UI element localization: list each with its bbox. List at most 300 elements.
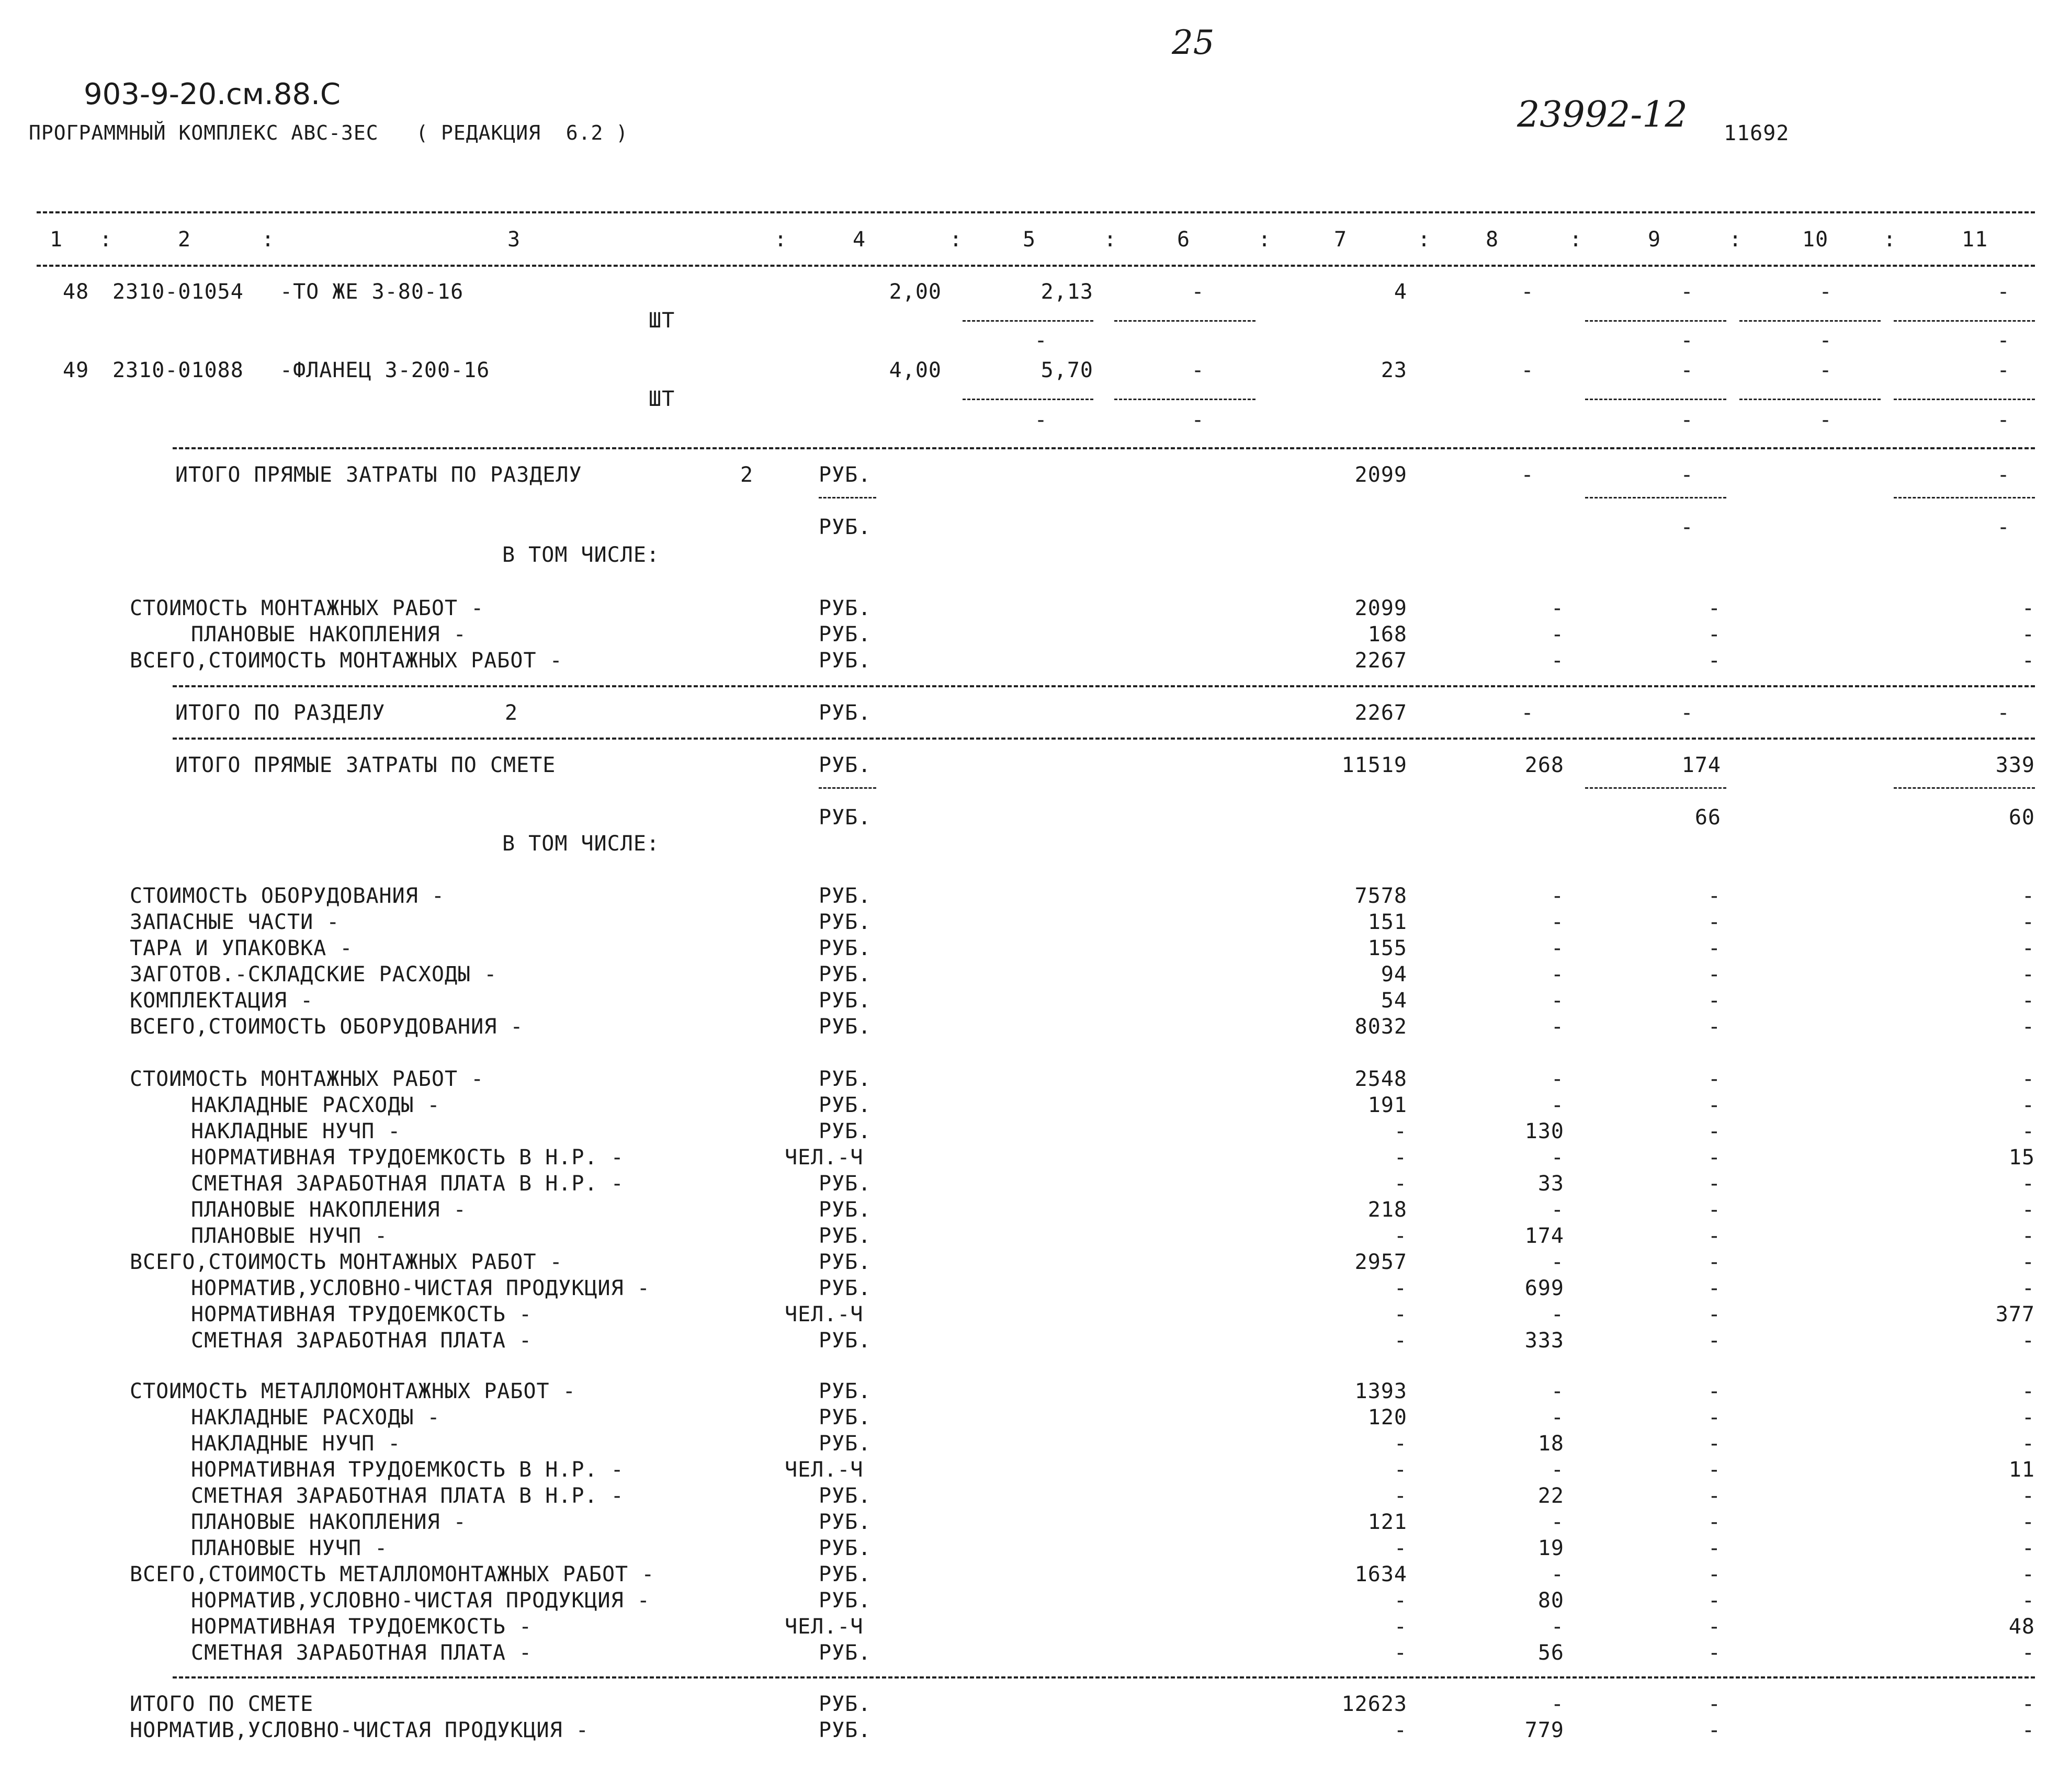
row-unit: РУБ. [819,1015,872,1039]
cell-col7: 2099 [1354,596,1407,620]
row-label: СМЕТНАЯ ЗАРАБОТНАЯ ПЛАТА - [191,1641,533,1665]
cell-col7: 11519 [1341,753,1407,777]
cell-col9: - [1707,1172,1721,1196]
cell-col6: - [1191,358,1205,382]
summary-row [0,1302,2070,1329]
summary-row [0,1536,2070,1562]
row-label: НАКЛАДНЫЕ РАСХОДЫ - [191,1093,440,1117]
cell-col9: - [1707,1536,1721,1560]
cell-col7: - [1394,1432,1407,1456]
cell-col11: 377 [1995,1302,2035,1326]
cell-col10: - [1819,280,1833,304]
cell-col9: - [1707,1224,1721,1248]
cell-col11: - [2021,1224,2035,1248]
row-label: СТОИМОСТЬ МОНТАЖНЫХ РАБОТ - [130,596,484,620]
row-unit: РУБ. [819,1536,872,1560]
cell-col7: - [1394,1589,1407,1613]
cell-col8: - [1551,1067,1564,1091]
cell-col11: - [2021,1015,2035,1039]
cell-col8: - [1521,358,1534,382]
summary-row [0,1250,2070,1276]
row-label: СТОИМОСТЬ МЕТАЛЛОМОНТАЖНЫХ РАБОТ - [130,1379,576,1403]
cell-col8: 130 [1524,1119,1564,1143]
section-direct-costs-row [0,463,2070,489]
cell-col9: - [1680,701,1694,725]
row-unit: ЧЕЛ.-Ч [785,1145,864,1170]
row-unit: РУБ. [819,1276,872,1300]
handwritten-number: 23992-12 [1517,94,1688,135]
cell-col10: - [1819,358,1833,382]
cell-col7: - [1394,1718,1407,1742]
cell-col6: - [1191,280,1205,304]
cell-col8: 33 [1537,1172,1564,1196]
summary-row [0,622,2070,649]
row-unit: РУБ. [819,1250,872,1274]
row-unit: РУБ. [819,1329,872,1353]
row-unit: РУБ. [819,622,872,647]
summary-row [0,989,2070,1015]
row-label: ЗАГОТОВ.-СКЛАДСКИЕ РАСХОДЫ - [130,962,497,986]
summary-row [0,1589,2070,1615]
summary-row [0,1692,2070,1718]
row-label: НАКЛАДНЫЕ НУЧП - [191,1119,401,1143]
sub-col10: - [1819,328,1833,353]
row-unit: РУБ. [819,936,872,960]
cell-col7: 1634 [1354,1562,1407,1586]
summary-row [0,1145,2070,1172]
row-unit: РУБ. [819,515,872,539]
cell-col8: - [1551,1015,1564,1039]
row-label: ИТОГО ПРЯМЫЕ ЗАТРАТЫ ПО СМЕТЕ [175,753,556,777]
row-label: ВСЕГО,СТОИМОСТЬ МОНТАЖНЫХ РАБОТ - [130,649,563,673]
summary-row [0,1119,2070,1145]
cell-col11: - [2021,1484,2035,1508]
col-header-11: 11 [1962,228,1988,252]
section-number: 2 [505,701,518,725]
cell-col11: - [1997,280,2010,304]
row-unit: РУБ. [819,1692,872,1716]
cell-col8: - [1551,1145,1564,1170]
in-that-number-label: В ТОМ ЧИСЛЕ: [502,543,660,567]
summary-row [0,910,2070,936]
row-unit: РУБ. [819,1172,872,1196]
row-label: ВСЕГО,СТОИМОСТЬ МОНТАЖНЫХ РАБОТ - [130,1250,563,1274]
row-label: ИТОГО ПО СМЕТЕ [130,1692,314,1716]
cell-col9: - [1707,1562,1721,1586]
sub-col9: - [1680,328,1694,353]
col-header-3: 3 [507,228,521,252]
item-unit: ШТ [649,309,675,333]
sub-col11: - [1997,328,2010,353]
row-unit: РУБ. [819,1641,872,1665]
row-unit: РУБ. [819,1589,872,1613]
row-unit: РУБ. [819,701,872,725]
row-label: СМЕТНАЯ ЗАРАБОТНАЯ ПЛАТА В Н.Р. - [191,1172,624,1196]
cell-col7: 218 [1367,1198,1407,1222]
page-number: 25 [1172,24,1215,62]
summary-row [0,1172,2070,1198]
row-label: СТОИМОСТЬ ОБОРУДОВАНИЯ - [130,884,445,908]
estimate-direct-costs-row [0,753,2070,779]
cell-col9: - [1707,1015,1721,1039]
cell-col7: 120 [1367,1405,1407,1430]
cell-col8: - [1551,884,1564,908]
row-label: ВСЕГО,СТОИМОСТЬ ОБОРУДОВАНИЯ - [130,1015,524,1039]
summary-row [0,1562,2070,1589]
in-that-number-label: В ТОМ ЧИСЛЕ: [502,832,660,856]
cell-col11: - [2021,962,2035,986]
summary-row [0,1093,2070,1119]
item-name: -ТО ЖЕ 3-80-16 [280,280,464,304]
summary-row [0,649,2070,675]
item-quantity: 2,00 [889,280,942,304]
sub-col5: - [1034,408,1048,432]
cell-col11: - [2021,1250,2035,1274]
cell-col9: - [1707,989,1721,1013]
item-number: 49 [63,358,89,382]
row-label: ИТОГО ПРЯМЫЕ ЗАТРАТЫ ПО РАЗДЕЛУ [175,463,582,487]
row-label: НОРМАТИВ,УСЛОВНО-ЧИСТАЯ ПРОДУКЦИЯ - [191,1589,650,1613]
row-label: ПЛАНОВЫЕ НУЧП - [191,1536,388,1560]
cell-col8: 22 [1537,1484,1564,1508]
cell-col11: - [2021,1093,2035,1117]
row-label: НОРМАТИВНАЯ ТРУДОЕМКОСТЬ В Н.Р. - [191,1145,624,1170]
cell-col8: - [1521,463,1534,487]
cell-col8: 699 [1524,1276,1564,1300]
cell-col11: - [2021,910,2035,934]
summary-row [0,962,2070,989]
row-label: НОРМАТИВ,УСЛОВНО-ЧИСТАЯ ПРОДУКЦИЯ - [191,1276,650,1300]
row-label: НАКЛАДНЫЕ РАСХОДЫ - [191,1405,440,1430]
col-header-6: 6 [1177,228,1191,252]
cell-col9: - [1707,1250,1721,1274]
cell-col8: 174 [1524,1224,1564,1248]
row-unit: РУБ. [819,989,872,1013]
row-label: СМЕТНАЯ ЗАРАБОТНАЯ ПЛАТА В Н.Р. - [191,1484,624,1508]
cell-col9: - [1707,1458,1721,1482]
row-unit: РУБ. [819,1093,872,1117]
cell-col7: 8032 [1354,1015,1407,1039]
item-code: 2310-01054 [112,280,244,304]
cell-col8: - [1551,622,1564,647]
cell-col7: - [1394,1172,1407,1196]
row-unit: РУБ. [819,1432,872,1456]
cell-col8: - [1551,1692,1564,1716]
cell-col7: 2267 [1354,649,1407,673]
cell-col11: - [2021,1692,2035,1716]
summary-row [0,1198,2070,1224]
cell-col8: 19 [1537,1536,1564,1560]
cell-col7: 2099 [1354,463,1407,487]
cell-col11: - [1997,358,2010,382]
row-label: ПЛАНОВЫЕ НАКОПЛЕНИЯ - [191,622,467,647]
summary-row [0,1067,2070,1093]
cell-col11: - [2021,1589,2035,1613]
summary-row [0,1615,2070,1641]
sub-col9: 66 [1694,806,1721,830]
row-label: ПЛАНОВЫЕ НУЧП - [191,1224,388,1248]
summary-row [0,1015,2070,1041]
cell-col7: 4 [1394,280,1407,304]
row-label: ИТОГО ПО РАЗДЕЛУ [175,701,386,725]
summary-row [0,1432,2070,1458]
cell-col11: - [2021,936,2035,960]
col-header-9: 9 [1648,228,1661,252]
cell-col8: - [1551,1250,1564,1274]
cell-col7: 7578 [1354,884,1407,908]
cell-col9: - [1680,463,1694,487]
summary-row [0,1641,2070,1667]
cell-col9: - [1707,1119,1721,1143]
cell-col9: - [1680,358,1694,382]
cell-col11: - [2021,1379,2035,1403]
cell-col7: 151 [1367,910,1407,934]
cell-col9: - [1707,1510,1721,1534]
row-unit: РУБ. [819,1562,872,1586]
sub-col5: - [1034,328,1048,353]
sub-col11: 60 [2008,806,2035,830]
row-label: НОРМАТИВ,УСЛОВНО-ЧИСТАЯ ПРОДУКЦИЯ - [130,1718,589,1742]
document-code: 903-9-20.см.88.С [84,77,341,111]
summary-row [0,1458,2070,1484]
cell-col9: - [1707,1145,1721,1170]
cell-col9: - [1707,1484,1721,1508]
col-header-5: 5 [1023,228,1036,252]
cell-col11: - [2021,1172,2035,1196]
cell-col11: - [2021,1536,2035,1560]
row-unit: РУБ. [819,753,872,777]
cell-col7: 1393 [1354,1379,1407,1403]
cell-col9: - [1707,1093,1721,1117]
summary-row [0,1718,2070,1744]
cell-col8: - [1551,1615,1564,1639]
sub-col11: - [1997,515,2010,539]
cell-col9: - [1707,1692,1721,1716]
row-label: ПЛАНОВЫЕ НАКОПЛЕНИЯ - [191,1198,467,1222]
summary-row [0,1329,2070,1355]
cell-col9: - [1707,1589,1721,1613]
cell-col9: - [1707,1276,1721,1300]
cell-col9: - [1707,1329,1721,1353]
cell-col8: - [1551,1302,1564,1326]
cell-col11: - [2021,1067,2035,1091]
row-unit: РУБ. [819,1484,872,1508]
row-label: ПЛАНОВЫЕ НАКОПЛЕНИЯ - [191,1510,467,1534]
cell-col7: - [1394,1615,1407,1639]
cell-col7: - [1394,1458,1407,1482]
cell-col7: 121 [1367,1510,1407,1534]
program-line: ПРОГРАММНЫЙ КОМПЛЕКС АВС-3ЕС ( РЕДАКЦИЯ 6.2 ) [29,121,629,144]
cell-col8: 80 [1537,1589,1564,1613]
cell-col11: - [2021,1510,2035,1534]
col-header-2: 2 [178,228,191,252]
cell-col8: - [1551,1093,1564,1117]
cell-col11: - [2021,1405,2035,1430]
cell-col11: - [2021,649,2035,673]
cell-col7: - [1394,1119,1407,1143]
row-label: КОМПЛЕКТАЦИЯ - [130,989,314,1013]
cell-col11: - [1997,701,2010,725]
cell-col9: - [1707,622,1721,647]
row-label: ТАРА И УПАКОВКА - [130,936,353,960]
col-header-10: 10 [1802,228,1829,252]
cell-col7: 168 [1367,622,1407,647]
cell-col11: - [2021,1641,2035,1665]
cell-col9: - [1707,884,1721,908]
cell-col11: 339 [1995,753,2035,777]
cell-col8: 18 [1537,1432,1564,1456]
cell-col8: - [1521,701,1534,725]
item-code: 2310-01088 [112,358,244,382]
row-label: ВСЕГО,СТОИМОСТЬ МЕТАЛЛОМОНТАЖНЫХ РАБОТ - [130,1562,655,1586]
cell-col9: - [1707,1718,1721,1742]
cell-col11: - [2021,596,2035,620]
cell-col7: 155 [1367,936,1407,960]
cell-col7: - [1394,1641,1407,1665]
cell-col11: - [2021,1329,2035,1353]
cell-col7: 191 [1367,1093,1407,1117]
cell-col9: - [1707,1615,1721,1639]
cell-col9: - [1707,1379,1721,1403]
cell-col7: 94 [1381,962,1407,986]
cell-col5: 2,13 [1040,280,1093,304]
row-label: НАКЛАДНЫЕ НУЧП - [191,1432,401,1456]
row-unit: РУБ. [819,1119,872,1143]
cell-col9: - [1707,910,1721,934]
cell-col8: 333 [1524,1329,1564,1353]
cell-col9: - [1707,649,1721,673]
cell-col9: - [1707,936,1721,960]
row-unit: ЧЕЛ.-Ч [785,1615,864,1639]
row-label: СТОИМОСТЬ МОНТАЖНЫХ РАБОТ - [130,1067,484,1091]
item-quantity: 4,00 [889,358,942,382]
summary-row [0,596,2070,622]
cell-col7: - [1394,1276,1407,1300]
row-unit: РУБ. [819,1718,872,1742]
row-label: НОРМАТИВНАЯ ТРУДОЕМКОСТЬ В Н.Р. - [191,1458,624,1482]
cell-col7: 2548 [1354,1067,1407,1091]
cell-col8: - [1551,962,1564,986]
col-header-8: 8 [1486,228,1499,252]
cell-col8: - [1551,649,1564,673]
item-name: -ФЛАНЕЦ 3-200-16 [280,358,490,382]
cell-col9: 174 [1681,753,1721,777]
cell-col9: - [1680,280,1694,304]
row-unit: ЧЕЛ.-Ч [785,1458,864,1482]
cell-col8: 268 [1524,753,1564,777]
cell-col11: - [2021,884,2035,908]
cell-col7: - [1394,1329,1407,1353]
cell-col8: - [1551,596,1564,620]
cell-col9: - [1707,1641,1721,1665]
cell-col8: - [1551,1198,1564,1222]
cell-col9: - [1707,1067,1721,1091]
cell-col11: - [2021,989,2035,1013]
col-header-7: 7 [1334,228,1348,252]
cell-col7: 2267 [1354,701,1407,725]
cell-col7: 2957 [1354,1250,1407,1274]
cell-col5: 5,70 [1040,358,1093,382]
cell-col9: - [1707,1198,1721,1222]
cell-col8: 779 [1524,1718,1564,1742]
cell-col7: - [1394,1536,1407,1560]
summary-row [0,1276,2070,1302]
row-label: НОРМАТИВНАЯ ТРУДОЕМКОСТЬ - [191,1302,533,1326]
sub-col9: - [1680,515,1694,539]
header-rule-bottom [37,265,2035,267]
cell-col9: - [1707,1405,1721,1430]
cell-col8: - [1551,1562,1564,1586]
table-row [0,358,2070,384]
row-unit: РУБ. [819,649,872,673]
cell-col11: 15 [2008,1145,2035,1170]
cell-col7: 23 [1381,358,1407,382]
cell-col11: - [2021,1119,2035,1143]
cell-col7: - [1394,1224,1407,1248]
summary-row [0,1379,2070,1405]
cell-col8: - [1521,280,1534,304]
cell-col11: - [2021,1198,2035,1222]
summary-row [0,1224,2070,1250]
row-unit: РУБ. [819,910,872,934]
cell-col11: - [2021,1276,2035,1300]
cell-col9: - [1707,962,1721,986]
cell-col8: - [1551,1379,1564,1403]
col-header-1: 1 [50,228,63,252]
cell-col11: - [1997,463,2010,487]
table-row [0,280,2070,306]
row-label: СМЕТНАЯ ЗАРАБОТНАЯ ПЛАТА - [191,1329,533,1353]
cell-col7: 12623 [1341,1692,1407,1716]
summary-row [0,1484,2070,1510]
summary-row [0,1405,2070,1432]
item-unit: ШТ [649,387,675,411]
cell-col8: 56 [1537,1641,1564,1665]
cell-col9: - [1707,1302,1721,1326]
print-number: 11692 [1724,121,1790,145]
row-unit: РУБ. [819,884,872,908]
cell-col9: - [1707,1432,1721,1456]
cell-col8: - [1551,936,1564,960]
cell-col11: - [2021,1562,2035,1586]
row-unit: РУБ. [819,1510,872,1534]
row-unit: РУБ. [819,1067,872,1091]
cell-col8: - [1551,1510,1564,1534]
summary-row [0,1510,2070,1536]
row-unit: РУБ. [819,962,872,986]
row-unit: РУБ. [819,596,872,620]
cell-col9: - [1707,596,1721,620]
sub-col10: - [1819,408,1833,432]
row-unit: РУБ. [819,806,872,830]
cell-col8: - [1551,1458,1564,1482]
cell-col11: 11 [2008,1458,2035,1482]
col-header-4: 4 [853,228,866,252]
cell-col7: 54 [1381,989,1407,1013]
header-rule-top [37,211,2035,213]
section-total-row [0,701,2070,727]
cell-col11: 48 [2008,1615,2035,1639]
row-label: НОРМАТИВНАЯ ТРУДОЕМКОСТЬ - [191,1615,533,1639]
cell-col11: - [2021,1718,2035,1742]
section-number: 2 [740,463,754,487]
sub-col9: - [1680,408,1694,432]
cell-col11: - [2021,1432,2035,1456]
item-number: 48 [63,280,89,304]
cell-col7: - [1394,1145,1407,1170]
cell-col8: - [1551,1405,1564,1430]
row-unit: РУБ. [819,1198,872,1222]
